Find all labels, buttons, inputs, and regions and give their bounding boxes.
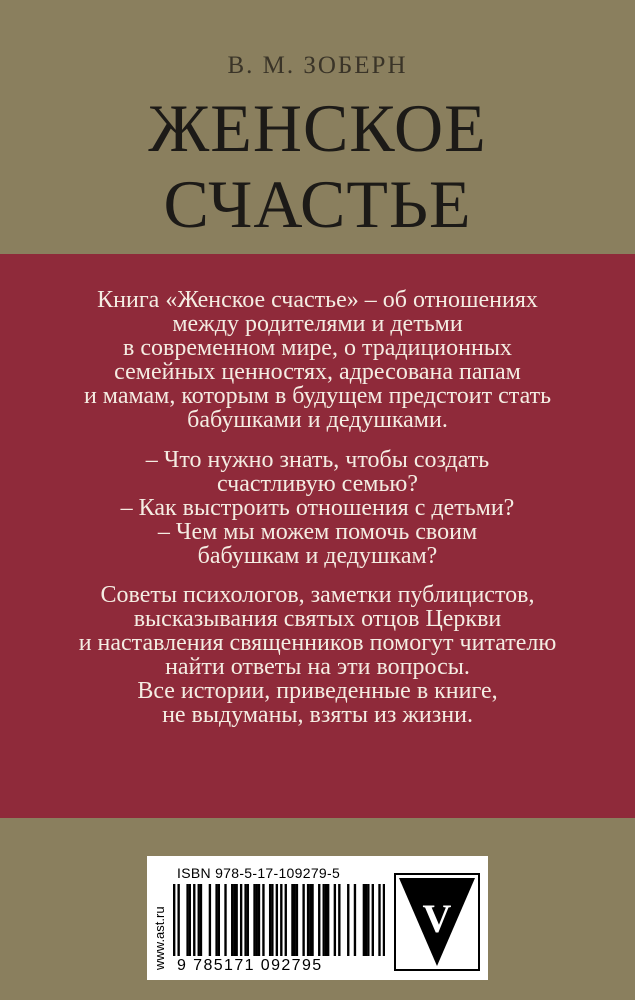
text-line: – Что нужно знать, чтобы создать (145, 447, 490, 473)
barcode-bar (235, 884, 237, 956)
barcode-bar (367, 884, 369, 956)
barcode-bar (296, 884, 298, 956)
barcode-bar (256, 884, 258, 956)
barcode-bar (372, 884, 374, 956)
title-line-1: ЖЕНСКОЕ (148, 90, 487, 166)
barcode-bar (363, 884, 365, 956)
logo-letter: V (422, 896, 452, 941)
barcode-panel (147, 856, 488, 980)
barcode-bar (173, 884, 175, 956)
barcode-bar (189, 884, 191, 956)
text-line: – Как выстроить отношения с детьми? (120, 495, 515, 521)
barcode-bar (233, 884, 235, 956)
barcode-bar (302, 884, 304, 956)
barcode-bar (258, 884, 260, 956)
barcode-bar (334, 884, 336, 956)
barcode-bar (307, 884, 309, 956)
website-text: www.ast.ru (152, 906, 167, 970)
barcode-bar (198, 884, 200, 956)
text-line: не выдуманы, взяты из жизни. (162, 702, 473, 728)
barcode-bar (240, 884, 242, 956)
text-line: семейных ценностях, адресована папам (114, 359, 521, 385)
barcode-bar (347, 884, 349, 956)
barcode-bar (323, 884, 325, 956)
text-line: найти ответы на эти вопросы. (165, 654, 470, 680)
barcode-bar (200, 884, 202, 956)
barcode-bar (215, 884, 217, 956)
author-name: В. М. ЗОБЕРН (227, 52, 408, 79)
publisher-logo (393, 872, 481, 972)
barcode-bar (327, 884, 329, 956)
text-line: Советы психологов, заметки публицистов, (100, 582, 535, 608)
barcode-bar (262, 884, 264, 956)
text-line: между родителями и детьми (172, 311, 463, 337)
barcode-bar (177, 884, 179, 956)
barcode-bar (271, 884, 273, 956)
barcode-bar (269, 884, 271, 956)
barcode-bar (193, 884, 195, 956)
barcode-bar (378, 884, 380, 956)
barcode-bar (338, 884, 340, 956)
text-line: бабушками и дедушками. (187, 407, 448, 433)
barcode-bar (365, 884, 367, 956)
barcode-bar (383, 884, 385, 956)
annotation-paragraph-3 (0, 583, 635, 727)
ean-barcode (173, 884, 385, 956)
ean-digits: 9 785171 092795 (177, 957, 323, 974)
annotation-paragraph-1 (0, 288, 635, 432)
barcode-bar (291, 884, 293, 956)
barcode-bar (224, 884, 226, 956)
barcode-bar (354, 884, 356, 956)
barcode-bar (280, 884, 282, 956)
text-line: Все истории, приведенные в книге, (137, 678, 498, 704)
barcode-bar (285, 884, 287, 956)
publisher-website (149, 862, 171, 974)
title-line-2: СЧАСТЬЕ (163, 166, 472, 242)
book-title (0, 90, 635, 242)
text-line: в современном мире, о традиционных (123, 335, 512, 361)
barcode-bar (253, 884, 255, 956)
annotation-questions (0, 448, 635, 568)
barcode-bar (309, 884, 311, 956)
text-line: и мамам, которым в будущем предстоит стать (83, 383, 552, 409)
barcode-bar (247, 884, 249, 956)
barcode-bar (325, 884, 327, 956)
barcode-bar (231, 884, 233, 956)
barcode-bar (311, 884, 313, 956)
barcode-bar (294, 884, 296, 956)
text-line: высказывания святых отцов Церкви (133, 606, 502, 632)
barcode-bar (218, 884, 220, 956)
text-line: – Чем мы можем помочь своим (157, 519, 478, 545)
barcode-bar (276, 884, 278, 956)
isbn-number: ISBN 978-5-17-109279-5 (177, 865, 341, 881)
barcode-bar (318, 884, 320, 956)
barcode-bar (186, 884, 188, 956)
text-line: бабушкам и дедушкам? (197, 543, 438, 569)
text-line: и наставления священников помогут читателю (78, 630, 557, 656)
barcode-bar (209, 884, 211, 956)
text-line: счастливую семью? (216, 471, 418, 497)
text-line: Книга «Женское счастье» – об отношениях (97, 287, 538, 313)
barcode-bar (244, 884, 246, 956)
